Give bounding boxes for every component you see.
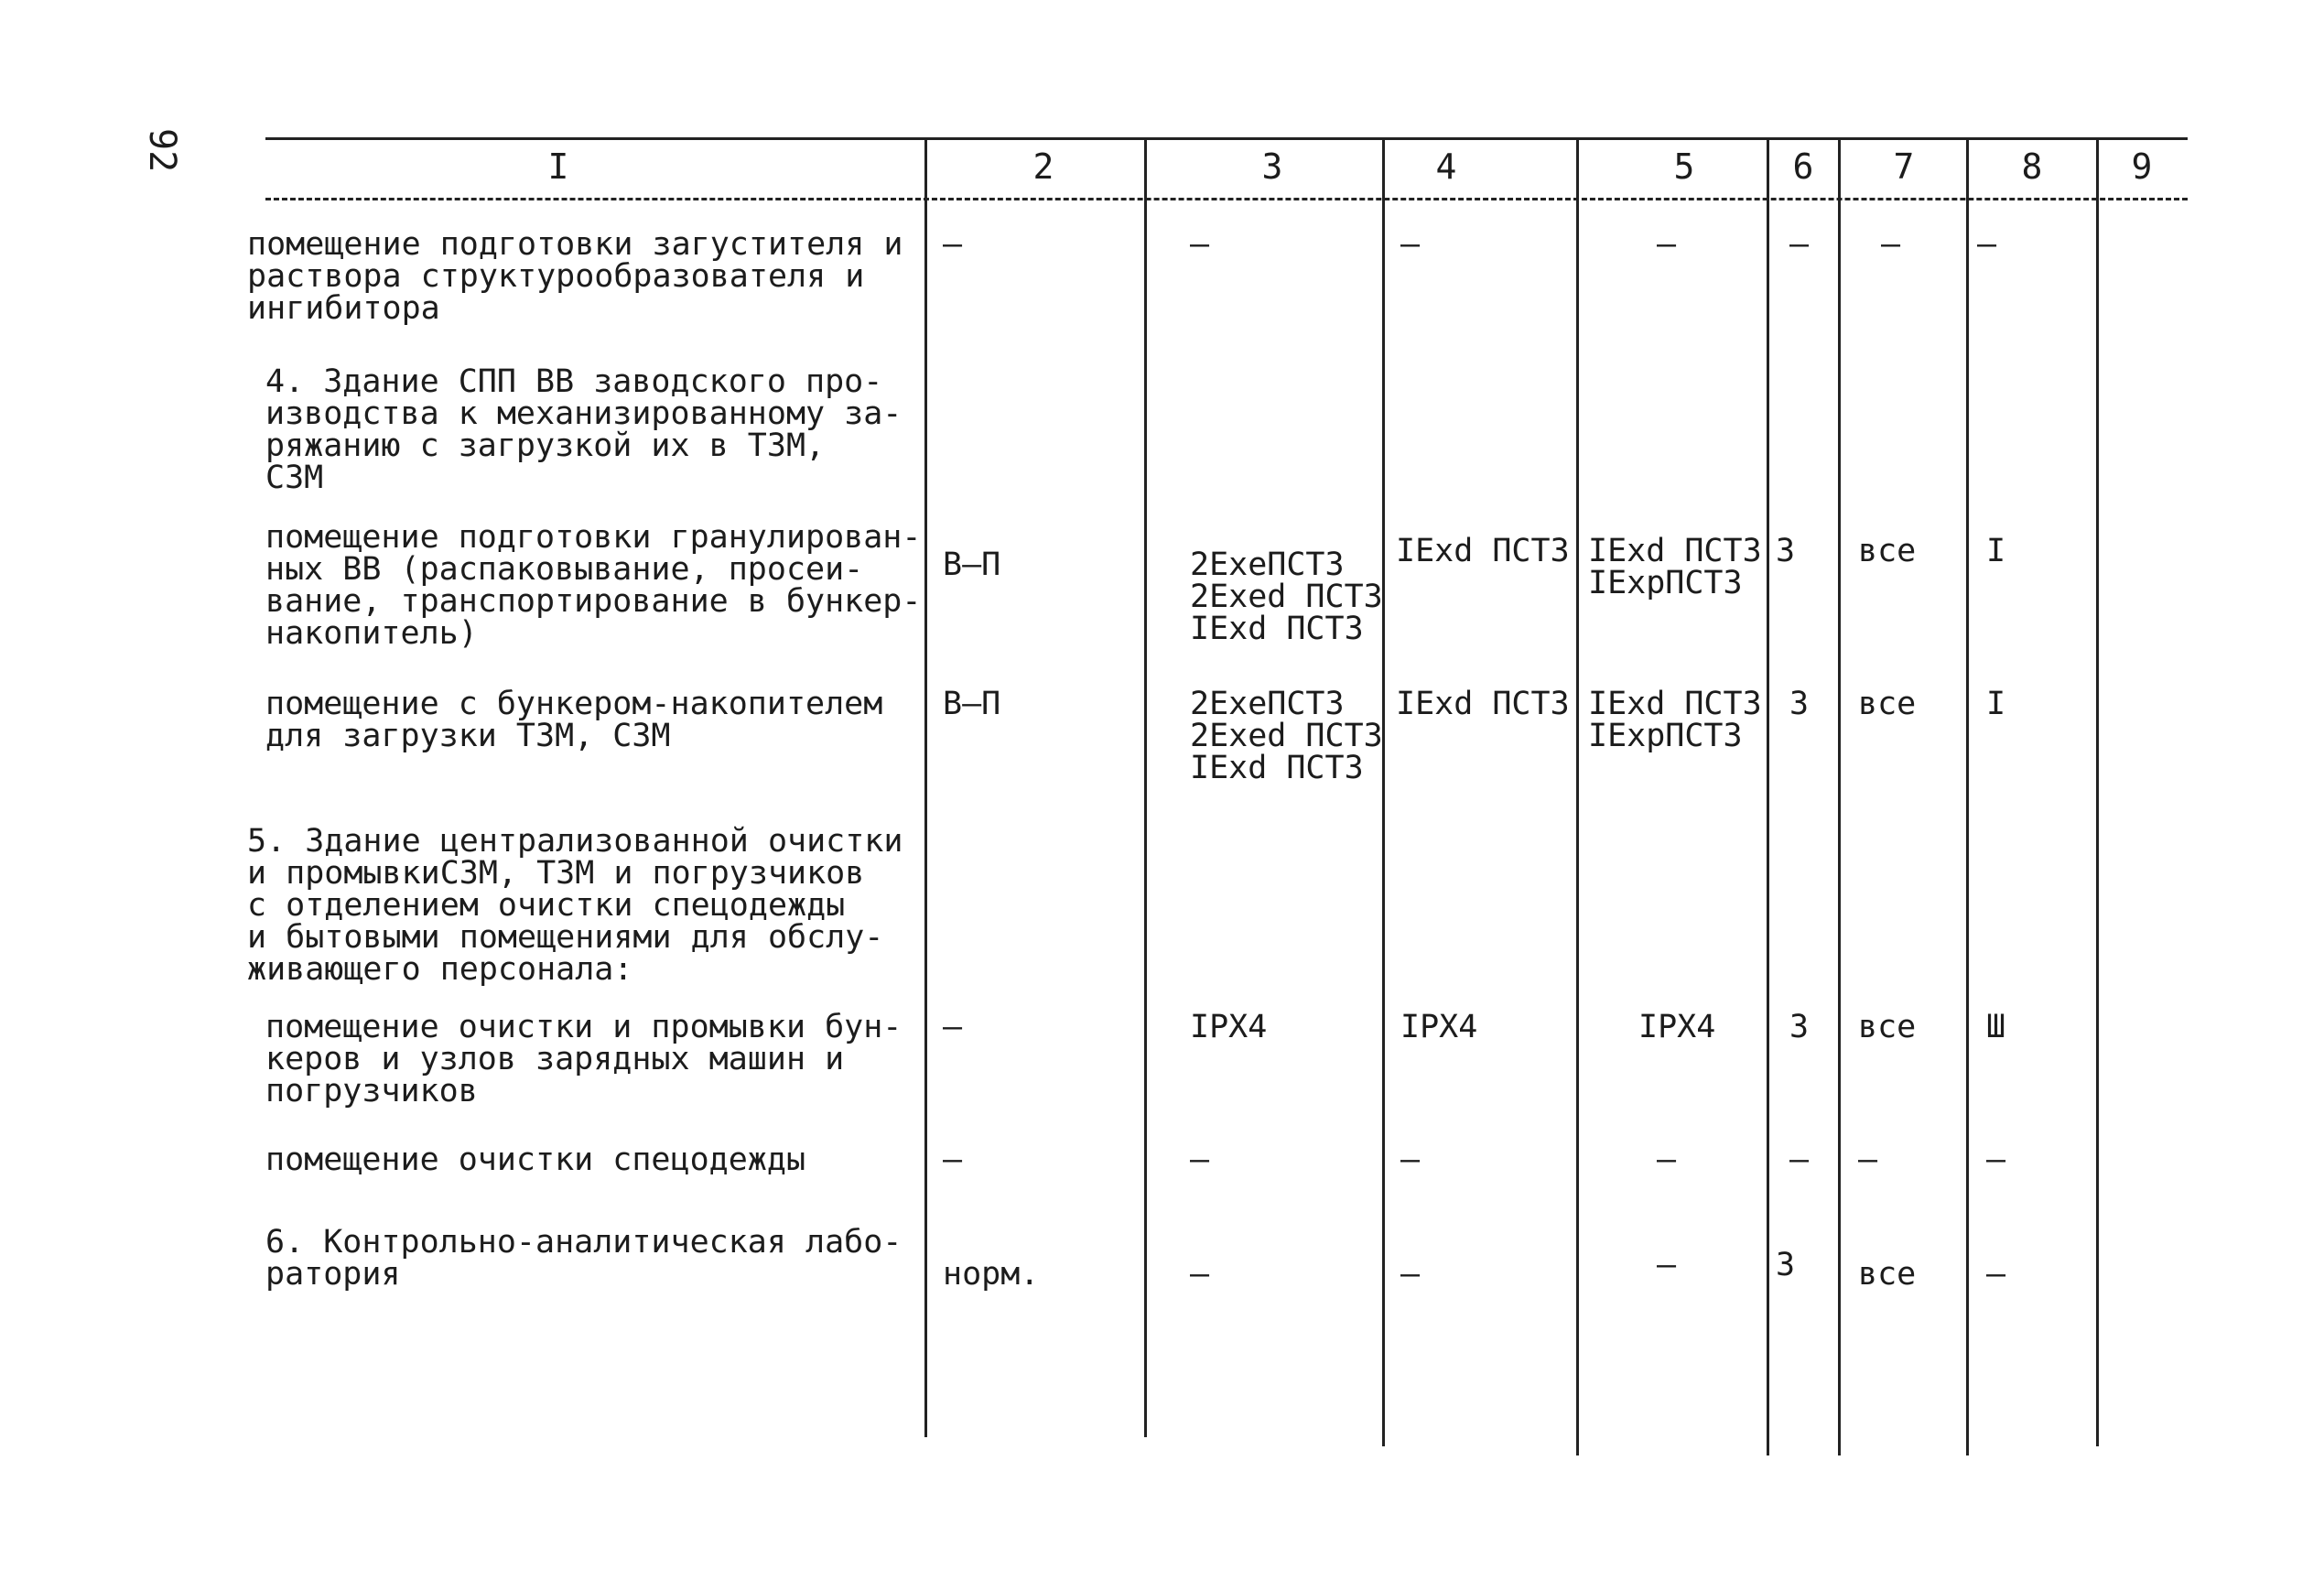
cell-col4: – (1400, 226, 1421, 263)
cell-col2: В–П (943, 686, 1001, 722)
cell-col7: – (1881, 226, 1901, 263)
cell-col2: – (943, 226, 963, 263)
column-divider (1576, 137, 1579, 1455)
column-header: 2 (1032, 146, 1054, 187)
cell-col7: все (1858, 533, 1917, 569)
cell-col8: I (1986, 686, 2006, 722)
cell-col8: Ш (1986, 1009, 2006, 1045)
cell-col2: – (943, 1009, 963, 1045)
cell-room-name: помещение очистки спецодежды (265, 1142, 806, 1178)
cell-col4: IExd ПСТ3 (1396, 686, 1570, 722)
cell-col6: 3 (1789, 686, 1810, 722)
cell-col2: норм. (943, 1256, 1040, 1293)
cell-col8: – (1986, 1256, 2006, 1293)
column-divider (1838, 137, 1841, 1455)
cell-col3: – (1190, 1142, 1210, 1178)
cell-col4: IExd ПСТ3 (1396, 533, 1570, 569)
cell-room-name: 6. Контрольно-аналитическая лабо- ратория (265, 1224, 903, 1293)
cell-col5: – (1657, 1142, 1677, 1178)
cell-col8: – (1977, 226, 1997, 263)
column-divider (1966, 137, 1969, 1455)
cell-col5: IPX4 (1638, 1009, 1716, 1045)
column-header: 7 (1893, 146, 1915, 187)
cell-col8: – (1986, 1142, 2006, 1178)
table-top-rule (265, 137, 2188, 140)
cell-col2: В–П (943, 546, 1001, 583)
cell-col7: – (1858, 1142, 1878, 1178)
cell-col4: IPX4 (1400, 1009, 1478, 1045)
cell-col4: – (1400, 1256, 1421, 1293)
cell-col3: 2ExeПСТ3 2Exed ПСТ3 IExd ПСТ3 (1190, 686, 1383, 786)
column-header: 6 (1792, 146, 1814, 187)
cell-col4: – (1400, 1142, 1421, 1178)
column-divider (1767, 137, 1769, 1455)
cell-col6: – (1789, 1142, 1810, 1178)
column-header: 5 (1673, 146, 1695, 187)
column-header: I (547, 146, 569, 187)
cell-section-heading: 4. Здание СПП ВВ заводского про- изводства к механизированному за- ряжанию с загрузкой их в ТЗМ, СЗМ (265, 363, 903, 496)
column-header: 9 (2131, 146, 2153, 187)
cell-col7: все (1858, 1256, 1917, 1293)
table-header-rule (265, 198, 2188, 200)
cell-col6: 3 (1776, 533, 1796, 569)
column-header: 3 (1261, 146, 1283, 187)
cell-col3: IPX4 (1190, 1009, 1268, 1045)
cell-col6: 3 (1776, 1247, 1796, 1283)
cell-col3: – (1190, 226, 1210, 263)
cell-col5: – (1657, 1247, 1677, 1283)
cell-col6: 3 (1789, 1009, 1810, 1045)
cell-room-name: помещение с бункером-накопителем для загрузки ТЗМ, СЗМ (265, 686, 883, 754)
cell-col3: – (1190, 1256, 1210, 1293)
column-divider (1382, 137, 1385, 1446)
cell-col7: все (1858, 1009, 1917, 1045)
cell-col5: IExd ПСТ3 IExpПСТ3 (1588, 686, 1762, 754)
cell-col7: все (1858, 686, 1917, 722)
column-divider (1144, 137, 1147, 1437)
cell-col5: IExd ПСТ3 IExpПСТ3 (1588, 533, 1762, 601)
column-divider (924, 137, 927, 1437)
column-header: 8 (2021, 146, 2043, 187)
cell-col8: I (1986, 533, 2006, 569)
column-divider (2096, 137, 2099, 1446)
column-header: 4 (1435, 146, 1457, 187)
cell-section-heading: 5. Здание централизованной очистки и промывкиСЗМ, ТЗМ и погрузчиков с отделением очистки спецодежды и бытовыми помещениями для обслу- живающего персонала: (247, 823, 903, 988)
cell-col5: – (1657, 226, 1677, 263)
cell-room-name: помещение подготовки загустителя и раствора структурообразователя и ингибитора (247, 226, 903, 327)
cell-col2: – (943, 1142, 963, 1178)
cell-col3: 2ExeПСТ3 2Exed ПСТ3 IExd ПСТ3 (1190, 546, 1383, 647)
cell-room-name: помещение очистки и промывки бун- керов и узлов зарядных машин и погрузчиков (265, 1009, 903, 1109)
cell-col6: – (1789, 226, 1810, 263)
cell-room-name: помещение подготовки гранулирован- ных ВВ (распаковывание, просеи- вание, транспортирование в бункер- накопитель) (265, 519, 922, 652)
page-number: 92 (141, 128, 183, 173)
